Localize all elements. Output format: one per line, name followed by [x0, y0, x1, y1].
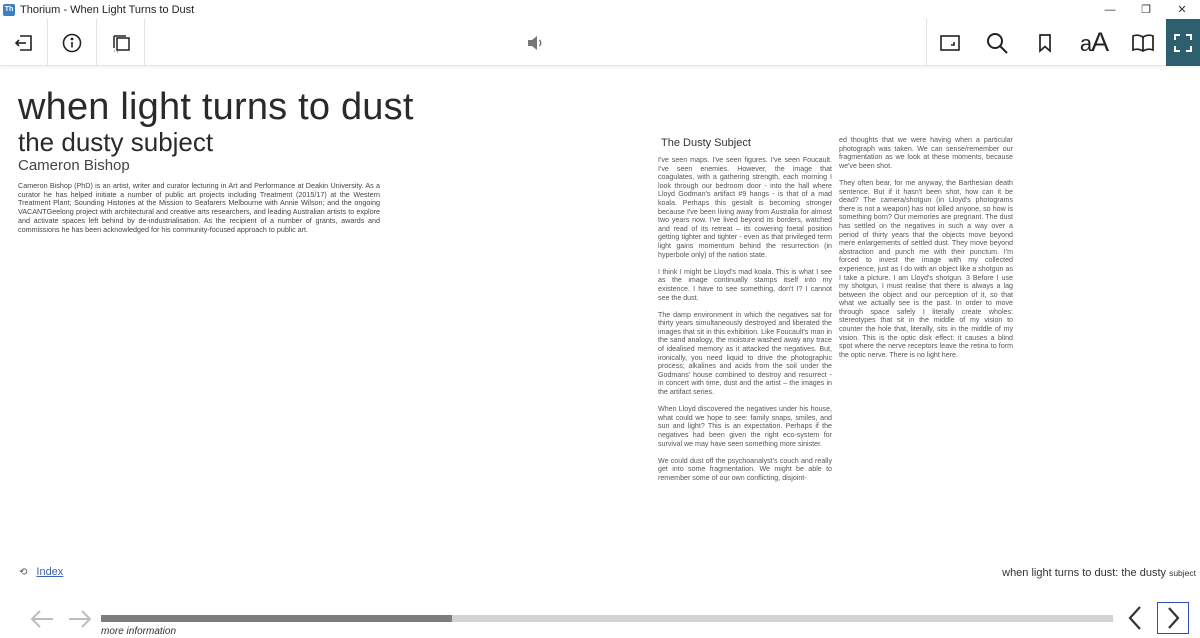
bookmark-button[interactable] [1022, 19, 1068, 66]
history-back-button[interactable] [28, 607, 56, 631]
book-title: when light turns to dust [18, 86, 414, 128]
reading-progress-fill [101, 615, 452, 622]
book-view-button[interactable] [1120, 19, 1166, 66]
running-head-main: when light turns to dust: the dusty [1002, 567, 1166, 579]
paragraph: The damp environment in which the negatives sat for thirty years simultaneously destroyed and liberated the images that sit in this exhibition. Like Foucault's man in the sand analogy, the moisture washed away any trace of idealised memory as it attacked the negatives. But, ironically, you need liquid to drive the photographic process; alkalines and acids from the soil under the Godmans' house combined to destroy and resurrect - in concert with time, dust and the artist – the images in the artifact series. [658, 310, 832, 397]
fixed-layout-button[interactable] [927, 19, 972, 66]
info-icon [61, 32, 83, 54]
back-to-library-button[interactable] [0, 19, 47, 66]
text-settings-icon: aA [1079, 27, 1109, 57]
running-head [1002, 567, 1196, 579]
index-link[interactable]: Index [36, 566, 64, 578]
window-controls [1092, 0, 1200, 19]
previous-page-button[interactable] [1124, 603, 1146, 633]
minimize-button[interactable]: — [1104, 3, 1116, 16]
arrow-right-icon [66, 607, 94, 631]
author-bio: Cameron Bishop (PhD) is an artist, writer and curator lecturing in Art and Performance at Deakin University. As a curator he has helped initiate a number of public art projects including Treatment (2015/17) at the Western Treatment Plant; Sounding Histories at the Mission to Seafarers Melbourne with Annie Wilson; and the ongoing VACANTGeelong project with architectural and creative arts researchers, and leading Australian artists to explore and activate spaces left behind by de-industrialisation. As the recipient of a number of grants, awards and commissions he has been acknowledged for his community-focused approach to public art. [18, 181, 380, 234]
chevron-left-icon [1124, 603, 1146, 633]
paragraph: When Lloyd discovered the negatives under his house, what could we hope to see: family snaps, smiles, and sun and light? This is an expectation. Perhaps if the negatives had been given the right eco-system for survival we may have seen something more sinister. [658, 405, 832, 448]
book-author: Cameron Bishop [18, 157, 130, 174]
text-column-2 [839, 136, 1013, 368]
maximize-button[interactable]: ❐ [1141, 4, 1151, 16]
reading-progress-bar[interactable] [101, 615, 1113, 622]
back-to-library-icon [13, 32, 35, 54]
close-button[interactable]: ✕ [1177, 4, 1187, 16]
paragraph: They often bear, for me anyway, the Barthesian death sentence. But if it hasn't been shot, how can it be dead? The camera/shotgun (in Lloyd's photograms there is not a weapon) has not killed anyone, so how is something born? Our memories are pregnant. The dust has settled on the negatives in such a way over a period of thirty years that the objects move beyond mere enlargements of settled dust. They move beyond abstraction and punch me with their punctum. I'm forced to invest the image with my collected experience, just as I do with an object like a shotgun as I take a picture. I am Lloyd's shotgun. 3 Before I use my shotgun, I must realise that there is always a lag between the object and our perception of it, so that what we actually see is the past. In order to move through space safely I literally create wholes: stereotypes that sit in the middle of my vision to counter the hole that, literally, sits in the middle of my vision. This is the optic disk effect: it causes a blind spot where the nerve receptors leave the retina to form the optic nerve. There is no light here. [839, 178, 1013, 359]
index-link-row [19, 566, 63, 578]
chevron-right-icon [1163, 605, 1183, 631]
search-icon [985, 31, 1009, 55]
sync-icon: ⟲ [19, 566, 28, 578]
more-information-label[interactable]: more information [101, 626, 177, 637]
fullscreen-icon [1174, 34, 1192, 52]
chapter-heading: The Dusty Subject [661, 137, 751, 149]
bookmark-icon [1034, 32, 1056, 54]
next-page-button[interactable] [1157, 602, 1189, 634]
paragraph: I think I might be Lloyd's mad koala. This is what I see as the image continually stamps itself into my existence. I have to see something, don't I? I cannot see the dust. [658, 267, 832, 302]
window-title: Thorium - When Light Turns to Dust [20, 3, 195, 16]
audio-icon [524, 32, 546, 54]
book-subtitle: the dusty subject [18, 127, 214, 157]
text-column-1 [658, 156, 832, 491]
table-of-contents-button[interactable] [97, 19, 144, 66]
left-page [18, 86, 414, 234]
info-button[interactable] [48, 19, 96, 66]
reader-toolbar [0, 19, 1200, 66]
app-logo-icon: Th [3, 4, 15, 16]
table-of-contents-icon [110, 32, 132, 54]
running-head-small: subject [1169, 568, 1196, 578]
book-view-icon [1131, 32, 1155, 54]
toolbar-divider [144, 19, 145, 66]
arrow-left-icon [28, 607, 56, 631]
audio-button[interactable] [516, 19, 554, 66]
text-settings-button[interactable] [1070, 19, 1118, 66]
paragraph: ed thoughts that we were having when a particular photograph was taken. We can sense/remember our fragmentation as we look at these moments, because we've been shot. [839, 136, 1013, 170]
paragraph: I've seen maps. I've seen figures. I've seen Foucault. I've seen enemies. However, the image that coagulates, with a gathering strength, each morning I look through our bedroom door - into the hall where Lloyd Godman's artifact #9 hangs - is that of a mad koala. Perhaps this gestalt is becoming stronger because I've been living away from Australia for almost two years now. I've lived beyond its borders, watched and read of its retreat – its cowering foetal position getting tighter and tighter - even as that privileged term light gains momentum behind the resurrection (in hyperbole only) of the nation state. [658, 156, 832, 259]
fixed-layout-icon [939, 32, 961, 54]
history-forward-button[interactable] [66, 607, 94, 631]
paragraph: We could dust off the psychoanalyst's couch and really get into some fragmentation. We might be able to remember some of our own conflicting, disjoint- [658, 456, 832, 482]
window-title-bar [0, 0, 1200, 19]
fullscreen-button[interactable] [1166, 19, 1200, 66]
search-button[interactable] [974, 19, 1020, 66]
